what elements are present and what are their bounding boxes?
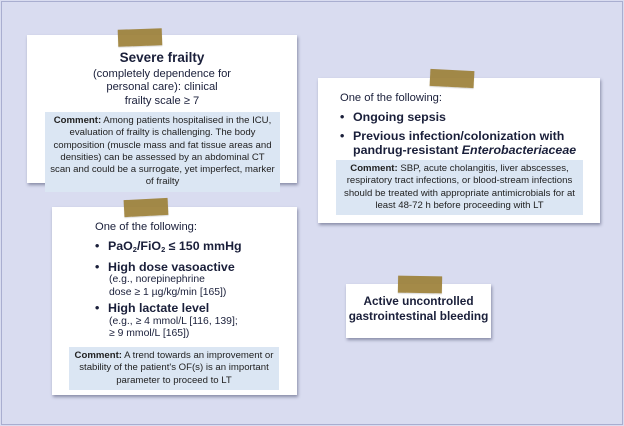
card-sepsis <box>318 78 600 223</box>
desc-line: personal care): clinical <box>106 81 218 94</box>
subscript: 2 <box>132 245 137 254</box>
subscript: 2 <box>161 245 166 254</box>
card-description <box>69 68 255 108</box>
bullet-list <box>95 237 290 341</box>
bullet-item <box>95 301 290 316</box>
title-line: gastrointestinal bleeding <box>348 308 489 323</box>
card-lead: One of the following: <box>340 92 442 104</box>
comment-label: Comment: <box>74 350 122 361</box>
comment-text: SBP, acute cholangitis, liver abscesses, respiratory tract infections, or blood-stream infections should be treated with appropriate antimicrobials for at least 48-72 h before proceeding with LT <box>344 163 575 211</box>
title-line: Active uncontrolled <box>363 294 474 308</box>
bullet-text: • Previous infection/colonization with <box>353 128 565 143</box>
bullet-detail: (e.g., ≥ 4 mmol/L [116, 139]; <box>109 315 238 327</box>
bullet-detail: ≥ 9 mmol/L [165]) <box>109 328 190 340</box>
bullet-text-part: pandrug-resistant <box>353 143 462 157</box>
card-title: Severe frailty <box>119 50 205 65</box>
bullet-list <box>340 110 595 158</box>
card-lead: One of the following: <box>95 221 197 233</box>
comment-label: Comment: <box>350 163 398 174</box>
comment-box <box>336 160 583 215</box>
card-severe-frailty <box>27 35 297 188</box>
comment-box <box>69 347 279 390</box>
comment-label: Comment: <box>53 115 102 126</box>
card-organ-failure <box>52 207 297 395</box>
bullet-text: High dose vasoactive <box>108 259 235 274</box>
comment-text: Among patients hospitalised in the ICU, evaluation of frailty is challenging. The body composition (muscle mass and fat tissue areas and densities) can be assessed by an abdominal CT scan and could be a surrogate, yet imperfect, marker of frailty <box>50 115 275 188</box>
bullet-text-part: ≤ 150 mmHg <box>165 239 242 253</box>
bullet-text <box>353 143 595 158</box>
tape-strip <box>430 69 475 88</box>
bullet-text-part: /FiO <box>136 239 162 253</box>
tape-strip <box>398 276 442 294</box>
bullet-item <box>95 239 290 258</box>
desc-line: frailty scale ≥ 7 <box>124 94 200 107</box>
bullet-item <box>95 260 290 275</box>
bullet-item <box>340 110 595 125</box>
desc-line: (completely dependence for <box>92 68 232 80</box>
bullet-text-part: PaO <box>108 239 133 253</box>
comment-box <box>45 112 280 192</box>
card-title <box>346 294 491 323</box>
bullet-text: High lactate level <box>108 301 210 316</box>
bullet-text: Ongoing sepsis <box>353 110 446 124</box>
bullet-detail: dose ≥ 1 µg/kg/min [165]) <box>109 286 227 298</box>
bullet-item <box>340 129 595 158</box>
comment-text: A trend towards an improvement or stability of the patient's OF(s) is an important parameter to proceed to LT <box>79 350 274 386</box>
tape-strip <box>118 28 163 47</box>
bullet-detail: (e.g., norepinephrine <box>109 274 205 285</box>
tape-strip <box>124 198 169 217</box>
bullet-italic-text: Enterobacteriaceae <box>461 143 577 157</box>
